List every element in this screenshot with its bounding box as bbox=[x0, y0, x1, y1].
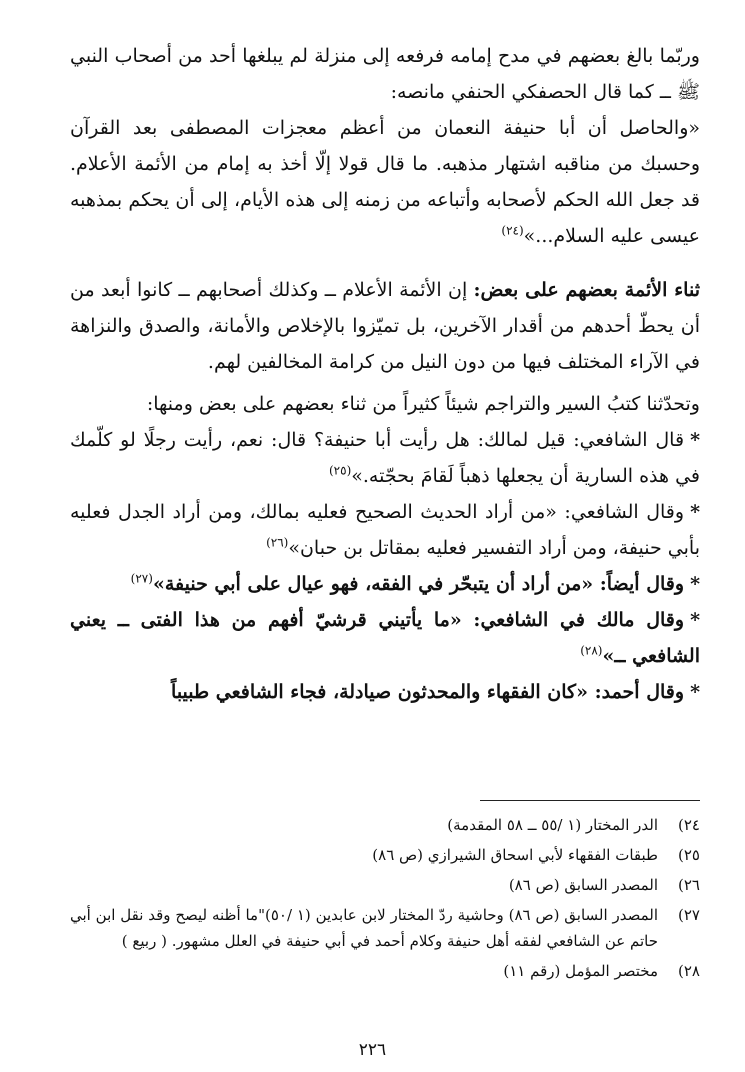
bullet-mark: * bbox=[690, 609, 700, 631]
footnote-number: ٢٨) bbox=[678, 962, 700, 980]
biographies-paragraph: وتحدّثنا كتبُ السير والتراجم شيئاً كثيراً من ثناء بعضهم على بعض ومنها: bbox=[146, 393, 700, 415]
footnote-ref-25: (٢٥) bbox=[328, 463, 352, 478]
footnote-ref-27: (٢٧) bbox=[130, 571, 153, 586]
bullet-mark: * bbox=[690, 429, 700, 451]
footnote-ref-24: (٢٤) bbox=[501, 223, 524, 238]
quote-item: *وقال مالك في الشافعي: «ما يأتيني قرشيّ أفهم من هذا الفتى ــ يعني الشافعي ــ»$^{(٢٨)}$ bbox=[70, 609, 700, 667]
bullet-mark: * bbox=[690, 573, 700, 595]
bullet-mark: * bbox=[690, 501, 700, 523]
footnote-item bbox=[70, 902, 700, 954]
footnote-text: المصدر السابق (ص ٨٦) وحاشية ردّ المختار لابن عابدين (١ /٥٠)"ما أظنه ليصح وقد نقل ابن أبي حاتم عن الشافعي لفقه أهل حنيفة وكلام أحمد في أبي حنيفة في العلل مشهور. ( ربيع ) bbox=[70, 906, 658, 950]
footnotes bbox=[70, 812, 700, 988]
intro-paragraph: وربّما بالغ بعضهم في مدح إمامه فرفعه إلى منزلة لم يبلغها أحد من أصحاب النبي ﷺ ــ كما قال الحصفكي الحنفي مانصه: bbox=[70, 45, 700, 103]
quote-item: *وقال أيضاً: «من أراد أن يتبحّر في الفقه، فهو عيال على أبي حنيفة»$^{(٢٧)}$ bbox=[130, 571, 700, 595]
quote-item: *قال الشافعي: قيل لمالك: هل رأيت أبا حنيفة؟ قال: نعم، رأيت رجلًا لو كلّمك في هذه السارية أن يجعلها ذهباً لَقامَ بحجّته.»$^{(٢٥)}$ bbox=[70, 429, 700, 487]
footnote-divider bbox=[480, 800, 700, 801]
footnote-ref-26: (٢٦) bbox=[266, 535, 289, 550]
section-heading: ثناء الأئمة بعضهم على بعض: bbox=[473, 279, 700, 301]
quote-item: *وقال الشافعي: «من أراد الحديث الصحيح فعليه بمالك، ومن أراد الجدل فعليه بأبي حنيفة، ومن أراد التفسير فعليه بمقاتل بن حبان»$^{(٢٦)}$ bbox=[70, 501, 700, 559]
footnote-number: ٢٥) bbox=[678, 846, 700, 864]
footnote-ref-28: (٢٨) bbox=[580, 643, 603, 658]
footnote-item bbox=[70, 812, 700, 838]
footnote-item bbox=[70, 958, 700, 984]
section-paragraph: ثناء الأئمة بعضهم على بعض: إن الأئمة الأعلام ــ وكذلك أصحابهم ــ كانوا أبعد من أن يحطّ أحدهم من أقدار الآخرين، بل تميّزوا بالإخلاص والأمانة، والصدق والنزاهة في الآراء المختلف فيها من دون النيل من كرامة المخالفين لهم. bbox=[70, 279, 700, 373]
haskafi-quote-paragraph: «والحاصل أن أبا حنيفة النعمان من أعظم معجزات المصطفى بعد القرآن وحسبك من مناقبه اشتهار مذهبه. ما قال قولا إلّا أخذ به إمام من الأئمة الأعلام. قد جعل الله الحكم لأصحابه وأتباعه من زمنه إلى هذه الأيام، إلى أن يحكم بمذهبه عيسى عليه السلام...»$^{(٢٤)}$ bbox=[70, 117, 700, 247]
page-body bbox=[70, 38, 700, 710]
footnote-item bbox=[70, 842, 700, 868]
footnote-number: ٢٧) bbox=[678, 906, 700, 924]
bullet-mark: * bbox=[690, 681, 700, 703]
footnote-text: الدر المختار (١ /٥٥ ــ ٥٨ المقدمة) bbox=[447, 816, 658, 834]
footnote-number: ٢٦) bbox=[678, 876, 700, 894]
quote-item: *وقال أحمد: «كان الفقهاء والمحدثون صيادلة، فجاء الشافعي طبيباً bbox=[171, 681, 700, 703]
footnote-item bbox=[70, 872, 700, 898]
page-number: ٢٢٦ bbox=[358, 1040, 387, 1060]
footnote-text: المصدر السابق (ص ٨٦) bbox=[508, 876, 658, 894]
footnote-text: مختصر المؤمل (رقم ١١) bbox=[503, 962, 658, 980]
footnote-number: ٢٤) bbox=[678, 816, 700, 834]
footnote-text: طبقات الفقهاء لأبي اسحاق الشيرازي (ص ٨٦) bbox=[372, 846, 658, 864]
